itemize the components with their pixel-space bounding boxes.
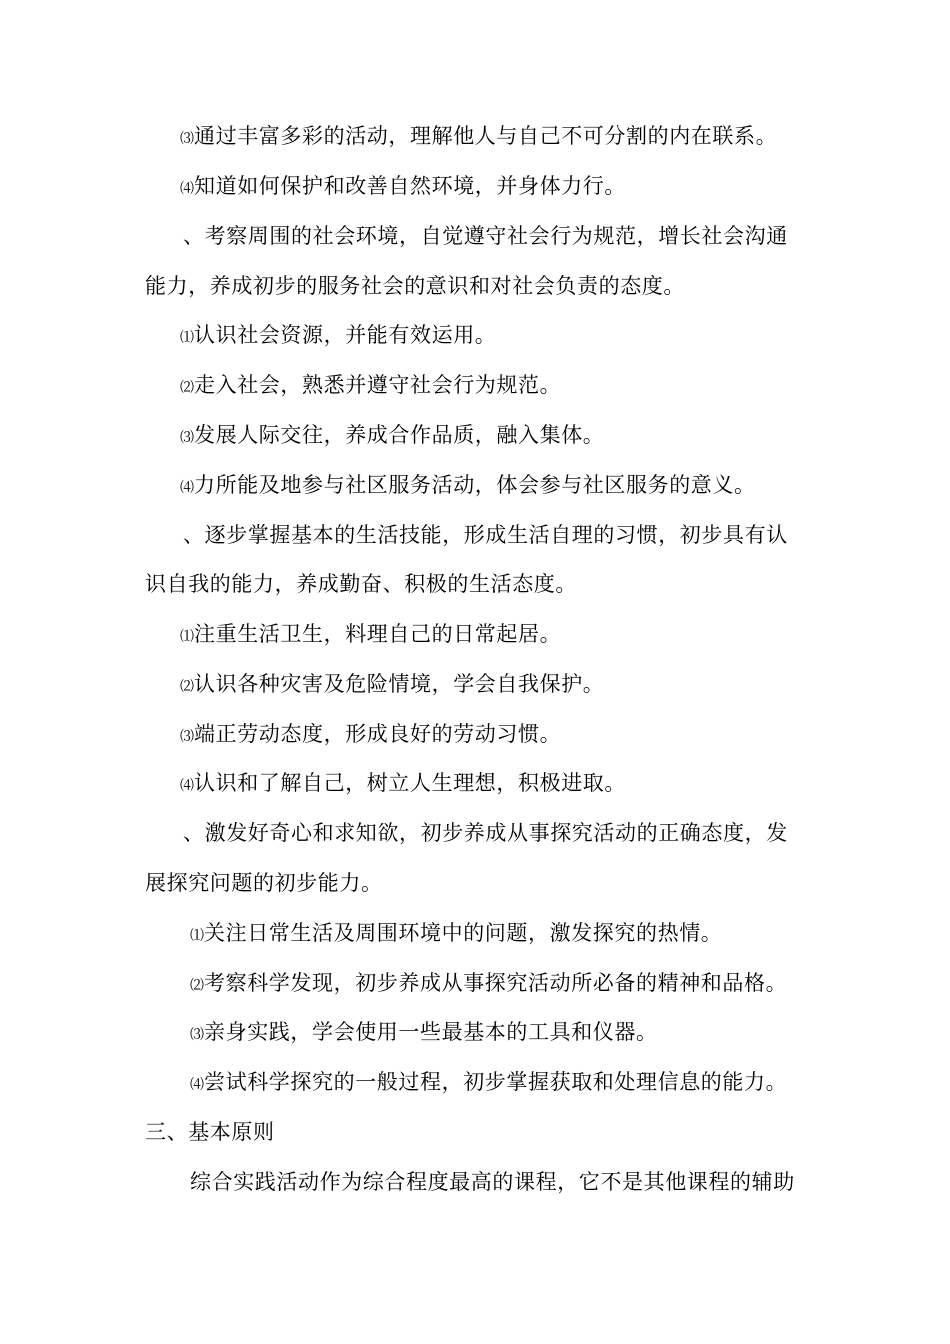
line-text: 三、基本原则: [145, 1120, 275, 1144]
list-number: ⑴: [180, 330, 194, 346]
line-text: 尝试科学探究的一般过程，初步掌握获取和处理信息的能力。: [204, 1070, 788, 1094]
line-text: 认识社会资源，并能有效运用。: [194, 323, 497, 347]
section-heading: [145, 1117, 275, 1147]
line-text: 走入社会，熟悉并遵守社会行为规范。: [194, 373, 562, 397]
text-line-11: [180, 619, 561, 652]
text-line-15: [183, 818, 788, 848]
list-number: ⑷: [180, 480, 194, 496]
list-number: ⑴: [180, 629, 194, 645]
text-line-13: [180, 719, 561, 752]
text-line-18: [190, 968, 787, 1001]
text-line-16: [145, 868, 383, 898]
list-number: ⑶: [180, 131, 194, 147]
list-number: ⑶: [180, 430, 194, 446]
line-text: 识自我的能力，养成勤奋、积极的生活态度。: [145, 572, 577, 596]
list-number: ⑷: [190, 1077, 204, 1093]
list-number: ⑵: [190, 978, 204, 994]
list-number: ⑷: [180, 181, 194, 197]
text-line-22: [190, 1167, 795, 1197]
line-text: 综合实践活动作为综合程度最高的课程，它不是其他课程的辅助: [190, 1170, 795, 1194]
text-line-9: [183, 520, 788, 550]
line-text: 认识和了解自己，树立人生理想，积极进取。: [194, 771, 626, 795]
text-line-1: [180, 121, 777, 154]
text-line-8: [180, 470, 756, 503]
line-text: 认识各种灾害及危险情境，学会自我保护。: [194, 672, 605, 696]
text-line-4: [145, 271, 685, 301]
line-text: 、逐步掌握基本的生活技能，形成生活自理的习惯，初步具有认: [183, 523, 788, 547]
text-line-2: [180, 171, 626, 204]
list-number: ⑵: [180, 679, 194, 695]
text-line-20: [190, 1067, 787, 1100]
text-line-10: [145, 569, 577, 599]
line-text: 考察科学发现，初步养成从事探究活动所必备的精神和品格。: [204, 971, 788, 995]
line-text: 端正劳动态度，形成良好的劳动习惯。: [194, 722, 562, 746]
list-number: ⑷: [180, 778, 194, 794]
line-text: 、考察周围的社会环境，自觉遵守社会行为规范，增长社会沟通: [183, 224, 788, 248]
line-text: 力所能及地参与社区服务活动，体会参与社区服务的意义。: [194, 473, 756, 497]
line-text: 亲身实践，学会使用一些最基本的工具和仪器。: [204, 1020, 658, 1044]
list-number: ⑶: [180, 729, 194, 745]
text-line-12: [180, 669, 604, 702]
list-number: ⑴: [190, 928, 204, 944]
text-line-19: [190, 1017, 658, 1050]
line-text: 关注日常生活及周围环境中的问题，激发探究的热情。: [204, 921, 723, 945]
line-text: 注重生活卫生，料理自己的日常起居。: [194, 622, 562, 646]
line-text: 、激发好奇心和求知欲，初步养成从事探究活动的正确态度，发: [183, 821, 788, 845]
text-line-14: [180, 768, 626, 801]
line-text: 发展人际交往，养成合作品质，融入集体。: [194, 423, 605, 447]
text-line-6: [180, 370, 561, 403]
list-number: ⑵: [180, 380, 194, 396]
text-line-3: [183, 221, 788, 251]
line-text: 知道如何保护和改善自然环境，并身体力行。: [194, 174, 626, 198]
list-number: ⑶: [190, 1027, 204, 1043]
text-line-5: [180, 320, 496, 353]
line-text: 能力，养成初步的服务社会的意识和对社会负责的态度。: [145, 274, 685, 298]
line-text: 通过丰富多彩的活动，理解他人与自己不可分割的内在联系。: [194, 124, 778, 148]
line-text: 展探究问题的初步能力。: [145, 871, 383, 895]
text-line-17: [190, 918, 722, 951]
text-line-7: [180, 420, 604, 453]
